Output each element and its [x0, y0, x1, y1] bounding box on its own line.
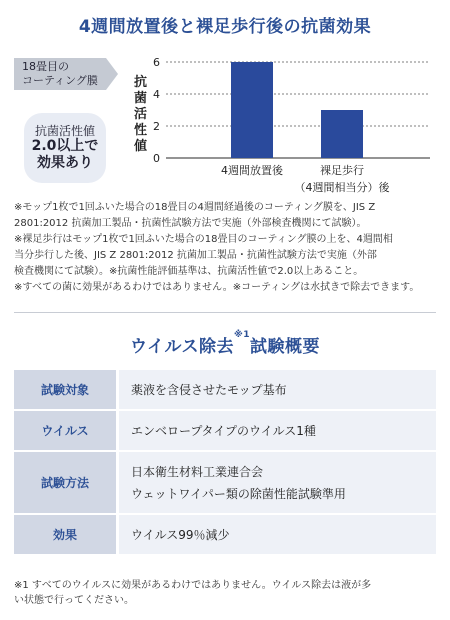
row-value-line: 日本衛生材料工業連合会 [131, 464, 264, 479]
row-value-line: 薬液を含侵させたモップ基布 [131, 383, 287, 397]
bar [231, 62, 273, 158]
tag-arrow [106, 58, 118, 90]
coating-film-tag [14, 58, 122, 90]
footnote-line: ※1 すべてのウイルスに効果があるわけではありません。ウイルス除去は液が多 [14, 580, 372, 591]
x-tick-label: 4週間放置後 [221, 164, 283, 177]
footnote-line: い状態で行ってください。 [14, 595, 134, 606]
badge-line-1: 抗菌活性値 [34, 124, 95, 138]
section-divider [14, 312, 436, 313]
row-value-line: エンベロープタイプのウイルス1種 [131, 424, 316, 438]
virus-title-suffix: 試験概要 [250, 337, 320, 357]
row-value-line: ウイルス99％減少 [131, 528, 230, 542]
y-tick-label: 6 [153, 56, 160, 69]
row-value [118, 410, 437, 451]
virus-test-table [14, 368, 436, 556]
virus-title-main: ウイルス除去 [130, 337, 234, 357]
row-value [118, 514, 437, 555]
footnote-line: ※裸足歩行はモップ1枚で1回ふいた場合の18畳目のコーティング膜の上を、4週間相 [14, 234, 393, 245]
table-row [14, 410, 436, 451]
row-value [118, 451, 437, 514]
row-value [118, 369, 437, 410]
row-value-line: ウェットワイパー類の除菌性能試験準用 [131, 486, 346, 501]
chart-footnotes [14, 200, 436, 296]
virus-test-title [0, 332, 450, 357]
y-axis-label-char: 性 [134, 123, 148, 138]
virus-footnotes [14, 578, 436, 608]
x-tick-label: 裸足歩行 [320, 164, 364, 177]
footnote-line: 検査機関にて試験）。※抗菌性能評価基準は、抗菌活性値で2.0以上あること。 [14, 266, 364, 277]
tag-line-2: コーティング膜 [22, 74, 98, 87]
footnote-line: 当分歩行した後、JIS Z 2801:2012 抗菌加工製品・抗菌性試験方法で実施（外部 [14, 250, 377, 261]
row-label: 効果 [14, 514, 118, 555]
bar [321, 110, 363, 158]
antibacterial-bar-chart [130, 52, 436, 200]
virus-title-footnote-mark: ※1 [233, 330, 250, 340]
y-axis-label-char: 値 [134, 139, 148, 154]
y-axis-label [133, 74, 147, 154]
table-row [14, 451, 436, 514]
row-label: 試験対象 [14, 369, 118, 410]
footnote-line: ※すべての菌に効果があるわけではありません。※コーティングは水拭きで除去できます。 [14, 282, 420, 293]
y-tick-label: 2 [153, 120, 160, 133]
footnote-line: 2801:2012 抗菌加工製品・抗菌性試験方法で実施（外部検査機関にて試験）。 [14, 218, 367, 229]
chart-title: 4週間放置後と裸足歩行後の抗菌効果 [78, 17, 372, 37]
row-label: 試験方法 [14, 451, 118, 514]
tag-label [14, 58, 106, 90]
badge-line-3: 効果あり [37, 155, 93, 171]
y-axis-label-char: 菌 [134, 91, 148, 106]
table-row [14, 369, 436, 410]
table-row [14, 514, 436, 555]
footnote-line: ※モップ1枚で1回ふいた場合の18畳目の4週間経過後のコーティング膜を、JIS Z [14, 202, 376, 213]
y-axis-label-char: 活 [134, 107, 148, 122]
y-tick-label: 0 [153, 152, 160, 165]
badge-line-2: 2.0以上で [31, 138, 99, 154]
y-axis-label-char: 抗 [134, 75, 148, 90]
tag-line-1: 18畳目の [22, 60, 69, 73]
row-label: ウイルス [14, 410, 118, 451]
x-tick-sublabel: （4週間相当分）後 [294, 181, 390, 194]
y-tick-label: 4 [153, 88, 160, 101]
effect-criteria-badge [24, 113, 106, 183]
